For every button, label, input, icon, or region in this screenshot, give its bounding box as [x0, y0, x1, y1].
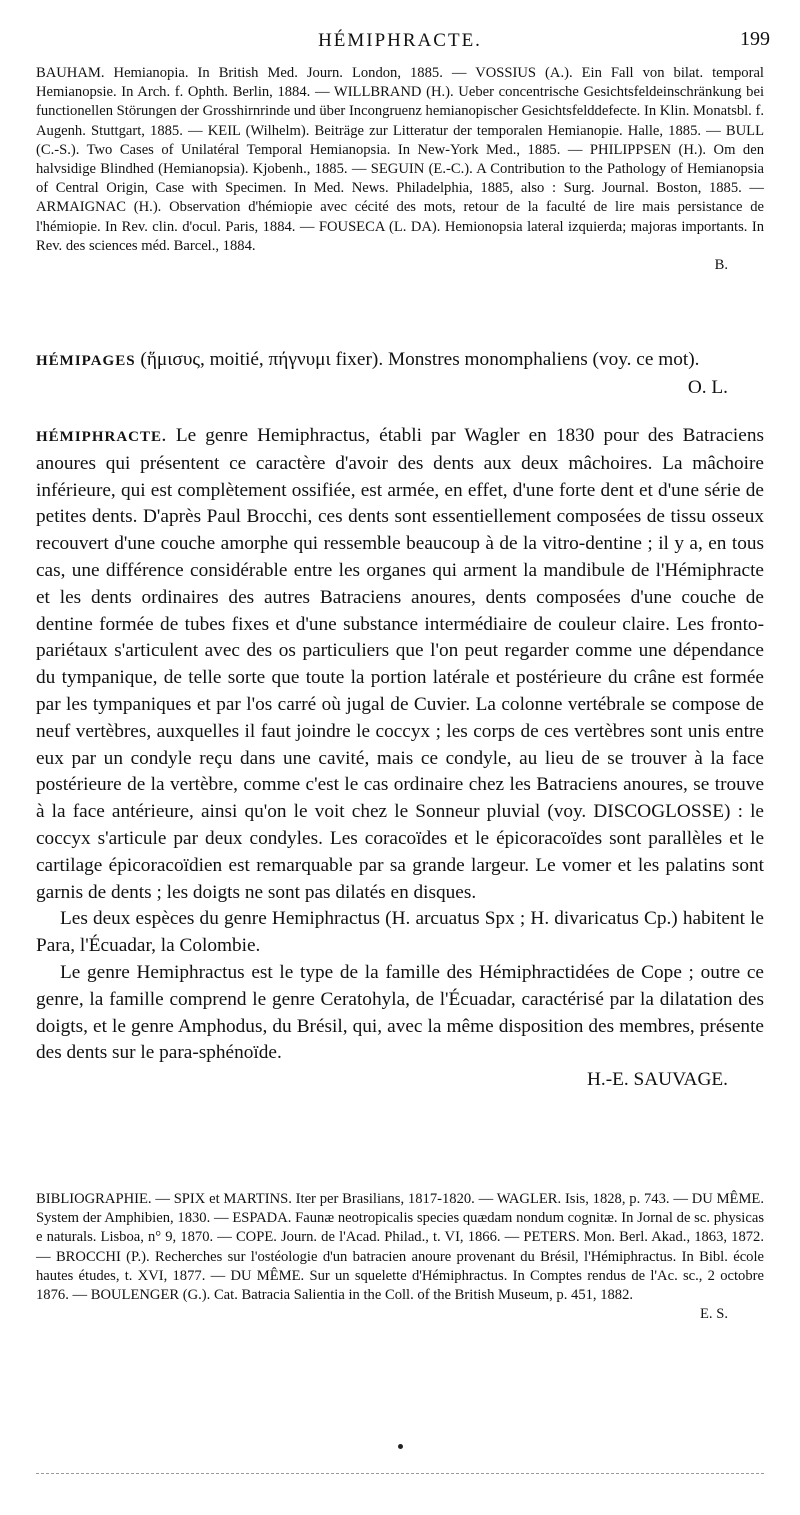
running-head: HÉMIPHRACTE.	[318, 30, 482, 51]
paragraph-3: Le genre Hemiphractus est le type de la famille des Hémiphractidées de Cope ; outre ce genre, la famille comprend le genre Ceratohyla, de l'Écuadar, caractérisé par la dilatation des doigts, et le genre Amphodus, du Brésil, qui, avec la même disposition des membres, présente des dents sur le para-sphénoïde.	[36, 961, 764, 1064]
printer-dot	[398, 1444, 403, 1449]
bibliography-text: BAUHAM. Hemianopia. In British Med. Journ. London, 1885. — VOSSIUS (A.). Ein Fall von bilat. temporal Hemianopsie. In Arch. f. Ophth. Berlin, 1884. — WILLBRAND (H.). Ueber concentrische Gesichtsfeldeinschränkung bei functionellen Störungen der Grosshirnrinde und über Incongruenz hemianopischer Gesichtsfelddefecte. In Klin. Monatsbl. f. Augenh. Stuttgart, 1885. — KEIL (Wilhelm). Beiträge zur Litteratur der temporalen Hemianopie. Halle, 1885. — BULL (C.-S.). Two Cases of Unilatéral Temporal Hemianopsia. In New-York Med., 1885. — PHILIPPSEN (H.). Om den halvsidige Blindhed (Hemianopsia). Kjobenh., 1885. — SEGUIN (E.-C.). A Contribution to the Pathology of Hemianopsia of Central Origin, Case with Specimen. In Med. News. Philadelphia, 1885, also : Surg. Journal. Boston, 1885. — ARMAIGNAC (H.). Observation d'hémiopie avec cécité des mots, retour de la faculté de lire mais persistance de l'hémiopie. In Rev. clin. d'ocul. Paris, 1884. — FOUSECA (L. DA). Hemionopsia lateral izquierda; majoras importants. In Rev. des sciences méd. Barcel., 1884.	[36, 65, 764, 254]
page-number: 199	[740, 28, 770, 50]
entry-text: (ἥμισυς, moitié, πήγνυμι fixer). Monstres monomphaliens (voy. ce mot).	[140, 349, 700, 370]
entry-hemipages	[36, 347, 764, 402]
bibliography-hemiphracte	[36, 1190, 764, 1324]
paragraph-1	[36, 423, 764, 906]
bibliography-text: BIBLIOGRAPHIE. — SPIX et MARTINS. Iter per Brasilians, 1817-1820. — WAGLER. Isis, 1828, p. 743. — DU MÊME. System der Amphibien, 1830. — ESPADA. Faunæ neotropicalis species quædam nondum cognitæ. In Jornal de sc. physicas e naturals. Lisboa, n° 9, 1870. — COPE. Journ. de l'Acad. Philad., t. VI, 1866. — PETERS. Mon. Berl. Akad., 1863, 1872. — BROCCHI (P.). Recherches sur l'ostéologie d'un batracien anoure provenant du Brésil, l'Hémiphractus. In Bibl. école hautes études, t. XVI, 1877. — DU MÊME. Sur un squelette d'Hémiphractus. In Comptes rendus de l'Ac. sc., 2 octobre 1876. — BOULENGER (G.). Cat. Batracia Salientia in the Coll. of the British Museum, p. 451, 1882.	[36, 1191, 764, 1304]
author-signature: O. L.	[687, 376, 728, 398]
author-signature: H.-E. SAUVAGE.	[586, 1069, 728, 1091]
author-signature: B.	[714, 257, 728, 274]
headword-hemipages: HÉMIPAGES	[36, 353, 136, 369]
page-header	[30, 22, 770, 58]
entry-hemiphracte	[36, 423, 764, 1094]
paragraph-text: Le genre Hemiphractus, établi par Wagler en 1830 pour des Batraciens anoures qui présentent ce caractère d'avoir des dents aux deux mâchoires. La mâchoire inférieure, qui est complètement ossifiée, est armée, en effet, d'une forte dent et d'une série de petites dents. D'après Paul Brocchi, ces dents sont essentiellement composées de tissu osseux recouvert d'une couche amorphe qui ressemble beaucoup à de la vitro-dentine ; il y a, en tous cas, une différence considérable entre les organes qui arment la mandibule de l'Hémiphracte et les dents ordinaires des autres Batraciens anoures, dents composées d'une couche de dentine formée de tubes fixes et d'une substance intermédiaire de couleur claire. Les fronto-pariétaux s'articulent avec des os particuliers que l'on peut regarder comme une dépendance du tympanique, de telle sorte que toute la portion latérale et postérieure du crâne est formée par les tympaniques et par l'os carré où jugal de Cuvier. La colonne vertébrale se compose de neuf vertèbres, auxquelles il faut joindre le coccyx ; les corps de ces vertèbres sont unis entre eux par un condyle reçu dans une cavité, mais ce condyle, au lieu de se trouver à la face postérieure de la vertèbre, comme c'est le cas ordinaire chez les Batraciens anoures, se trouve à la face antérieure, ainsi qu'on le voit chez le Sonneur pluvial (voy. DISCOGLOSSE) : le coccyx s'articule par deux condyles. Les coracoïdes et le épicoracoïdes sont parallèles et le cartilage épicoracoïdien est remarquable par sa grande largeur. Le vomer et les palatins sont garnis de dents ; les doigts ne sont pas dilatés en disques.	[36, 425, 764, 903]
bibliography-hemianopsie	[36, 64, 764, 275]
bottom-rule	[36, 1473, 764, 1474]
headword-hemiphracte: HÉMIPHRACTE.	[36, 429, 167, 445]
paragraph-2: Les deux espèces du genre Hemiphractus (H. arcuatus Spx ; H. divaricatus Cp.) habitent le Para, l'Écuadar, la Colombie.	[36, 908, 764, 957]
author-signature: E. S.	[700, 1306, 728, 1323]
